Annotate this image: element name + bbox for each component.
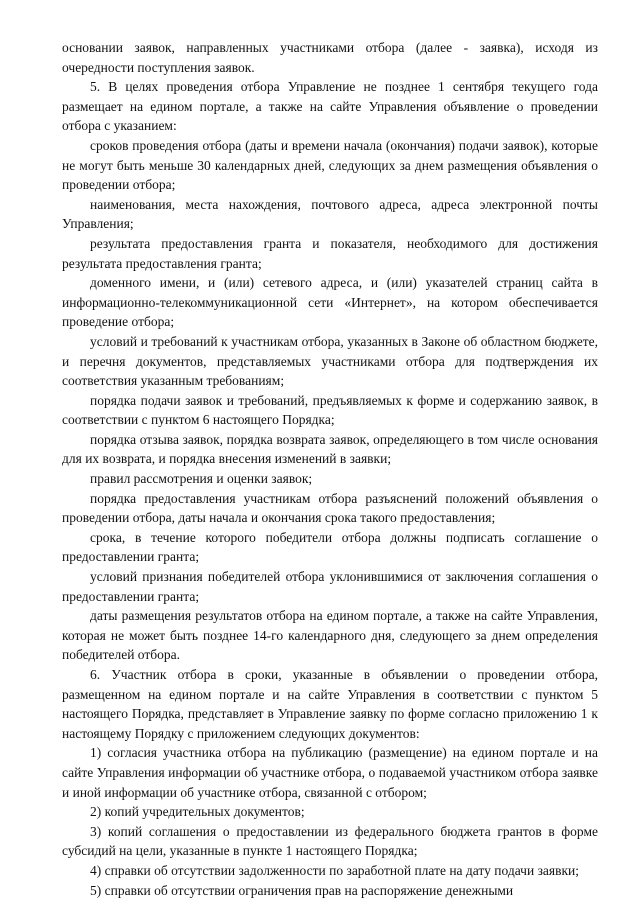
document-paragraph: порядка предоставления участникам отбора разъяснений положений объявления о проведении отбора, даты начала и окончания срока такого предоставления; — [62, 490, 598, 526]
document-paragraph: даты размещения результатов отбора на едином портале, а также на сайте Управления, которая не может быть позднее 14-го календарного дня, следующего за днем определения победителей отбора. — [62, 608, 598, 663]
document-paragraph: 3) копий соглашения о предоставлении из федерального бюджета грантов в форме субсидий на цели, указанные в пункте 1 настоящего Порядка; — [62, 823, 598, 859]
document-paragraph: основании заявок, направленных участниками отбора (далее - заявка), исходя из очередности поступления заявок. — [62, 40, 598, 75]
document-paragraph: наименования, места нахождения, почтового адреса, адреса электронной почты Управления; — [62, 196, 598, 232]
document-paragraph: 1) согласия участника отбора на публикацию (размещение) на едином портале и на сайте Управления информации об участнике отбора, о подаваемой участником отбора заявке и иной информации об участнике отбора, связанной с отбором; — [62, 745, 598, 800]
document-paragraph: 6. Участник отбора в сроки, указанные в объявлении о проведении отбора, размещенном на едином портале и на сайте Управления в соответствии с пунктом 5 настоящего Порядка, представляет в Управление заявку по форме согласно приложению 1 к настоящему Порядку с приложением следующих документов: — [62, 667, 598, 741]
document-paragraph: условий и требований к участникам отбора, указанных в Законе об областном бюджете, и перечня документов, представляемых участниками отбора для подтверждения их соответствия указанным требованиям; — [62, 333, 598, 389]
document-paragraph: сроков проведения отбора (даты и времени начала (окончания) подачи заявок), которые не могут быть меньше 30 календарных дней, следующих за днем размещения объявления о проведении отбора; — [62, 137, 598, 193]
document-paragraph: порядка отзыва заявок, порядка возврата заявок, определяющего в том числе основания для их возврата, и порядка внесения изменений в заявки; — [62, 431, 598, 467]
document-paragraph: 4) справки об отсутствии задолженности по заработной плате на дату подачи заявки; — [90, 862, 580, 878]
document-paragraph: порядка подачи заявок и требований, предъявляемых к форме и содержанию заявок, в соответствии с пунктом 6 настоящего Порядка; — [62, 392, 598, 428]
document-paragraph: правил рассмотрения и оценки заявок; — [90, 471, 313, 487]
document-body — [62, 38, 598, 900]
document-paragraph: 5. В целях проведения отбора Управление не позднее 1 сентября текущего года размещает на едином портале, а также на сайте Управления объявление о проведении отбора с указанием: — [62, 79, 598, 134]
document-paragraph: условий признания победителей отбора уклонившимися от заключения соглашения о предоставлении гранта; — [62, 569, 598, 604]
document-paragraph: результата предоставления гранта и показателя, необходимого для достижения результата предоставления гранта; — [62, 235, 598, 271]
document-paragraph: 2) копий учредительных документов; — [90, 804, 305, 820]
document-paragraph: доменного имени, и (или) сетевого адреса, и (или) указателей страниц сайта в информационно-телекоммуникационной сети «Интернет», на котором обеспечивается проведение отбора; — [62, 275, 598, 330]
document-paragraph: срока, в течение которого победители отбора должны подписать соглашение о предоставлении гранта; — [62, 529, 598, 565]
document-paragraph: 5) справки об отсутствии ограничения прав на распоряжение денежными — [90, 882, 514, 898]
